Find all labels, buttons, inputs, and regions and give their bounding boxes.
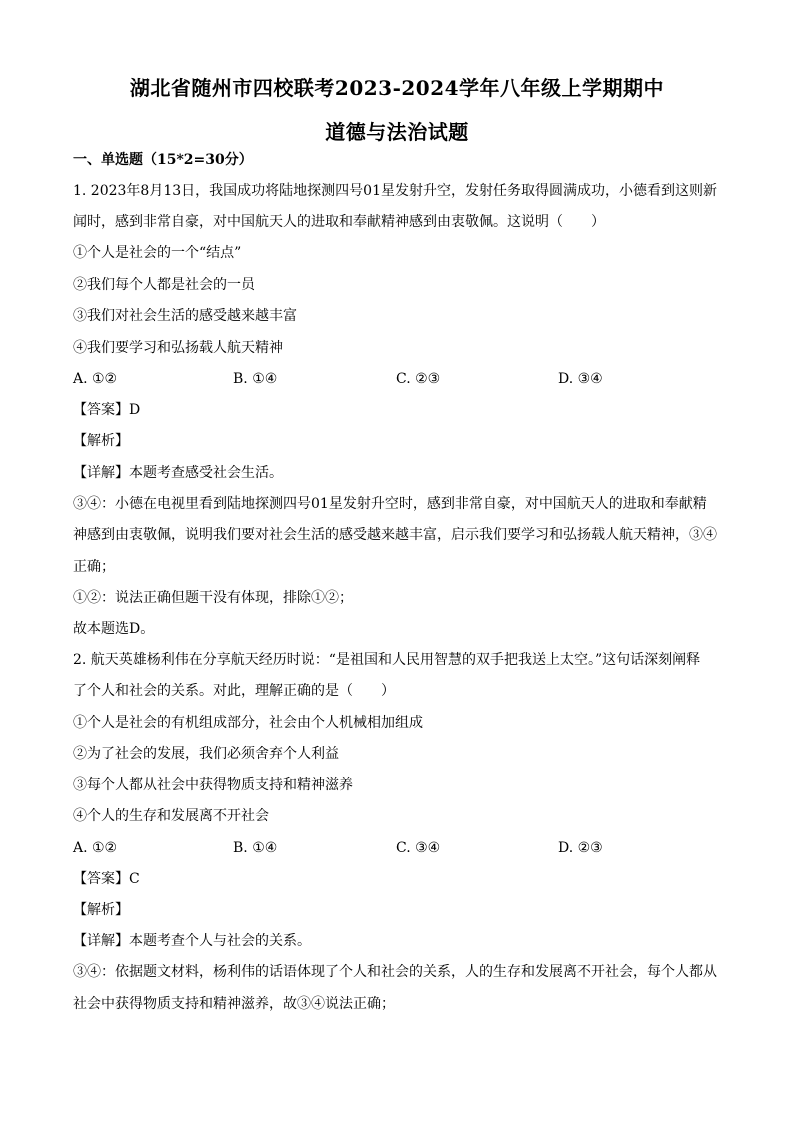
q2-option-b: B. ①④ xyxy=(233,840,278,856)
q2-item-1: ①个人是社会的有机组成部分，社会由个人机械相加组成 xyxy=(73,715,423,731)
q1-stem-line1: 1. 2023年8月13日，我国成功将陆地探测四号01星发射升空，发射任务取得圆满成功，小德看到这则新 xyxy=(73,183,717,199)
q1-item-2: ②我们每个人都是社会的一员 xyxy=(73,277,255,293)
exam-title: 湖北省随州市四校联考2023-2024学年八年级上学期期中 xyxy=(129,76,665,100)
q1-option-d: D. ③④ xyxy=(558,371,603,387)
q1-option-a: A. ①② xyxy=(73,371,118,387)
q2-stem-line1: 2. 航天英雄杨利伟在分享航天经历时说：“是祖国和人民用智慧的双手把我送上太空。”这句话深刻阐释 xyxy=(73,652,701,668)
q2-analysis-label: 【解析】 xyxy=(73,902,129,918)
q2-answer: 【答案】C xyxy=(73,871,140,887)
q2-item-2: ②为了社会的发展，我们必须舍弃个人利益 xyxy=(73,746,339,762)
q2-option-d: D. ②③ xyxy=(558,840,603,856)
q1-option-b: B. ①④ xyxy=(233,371,278,387)
q2-explain-line2: 社会中获得物质支持和精神滋养，故③④说法正确； xyxy=(73,996,395,1012)
q1-item-4: ④我们要学习和弘扬载人航天精神 xyxy=(73,340,283,356)
q1-detail: 【详解】本题考查感受社会生活。 xyxy=(73,465,283,481)
q1-explain-line4: ①②：说法正确但题干没有体现，排除①②； xyxy=(73,590,353,606)
q1-item-3: ③我们对社会生活的感受越来越丰富 xyxy=(73,308,297,324)
q2-option-c: C. ③④ xyxy=(396,840,441,856)
q1-conclusion: 故本题选D。 xyxy=(73,621,155,637)
q1-option-c: C. ②③ xyxy=(396,371,441,387)
q1-explain-line3: 正确； xyxy=(73,559,115,575)
q1-analysis-label: 【解析】 xyxy=(73,433,129,449)
q1-item-1: ①个人是社会的一个“结点” xyxy=(73,245,242,261)
q2-item-4: ④个人的生存和发展离不开社会 xyxy=(73,808,269,824)
q1-explain-line1: ③④：小德在电视里看到陆地探测四号01星发射升空时，感到非常自豪，对中国航天人的进取和奉献精 xyxy=(73,496,707,512)
section-heading: 一、单选题（15*2=30分） xyxy=(73,152,253,168)
q2-stem-line2: 了个人和社会的关系。对此，理解正确的是（ ） xyxy=(73,683,395,699)
q1-answer: 【答案】D xyxy=(73,402,141,418)
q2-explain-line1: ③④：依据题文材料，杨利伟的话语体现了个人和社会的关系，人的生存和发展离不开社会，每个人都从 xyxy=(73,964,717,980)
q1-stem-line2: 闻时，感到非常自豪，对中国航天人的进取和奉献精神感到由衷敬佩。这说明（ ） xyxy=(73,214,605,230)
q2-item-3: ③每个人都从社会中获得物质支持和精神滋养 xyxy=(73,777,353,793)
exam-subtitle: 道德与法治试题 xyxy=(325,120,469,144)
q2-option-a: A. ①② xyxy=(73,840,118,856)
q2-detail: 【详解】本题考查个人与社会的关系。 xyxy=(73,933,311,949)
q1-explain-line2: 神感到由衷敬佩，说明我们要对社会生活的感受越来越丰富，启示我们要学习和弘扬载人航天精神，③④ xyxy=(73,527,717,543)
